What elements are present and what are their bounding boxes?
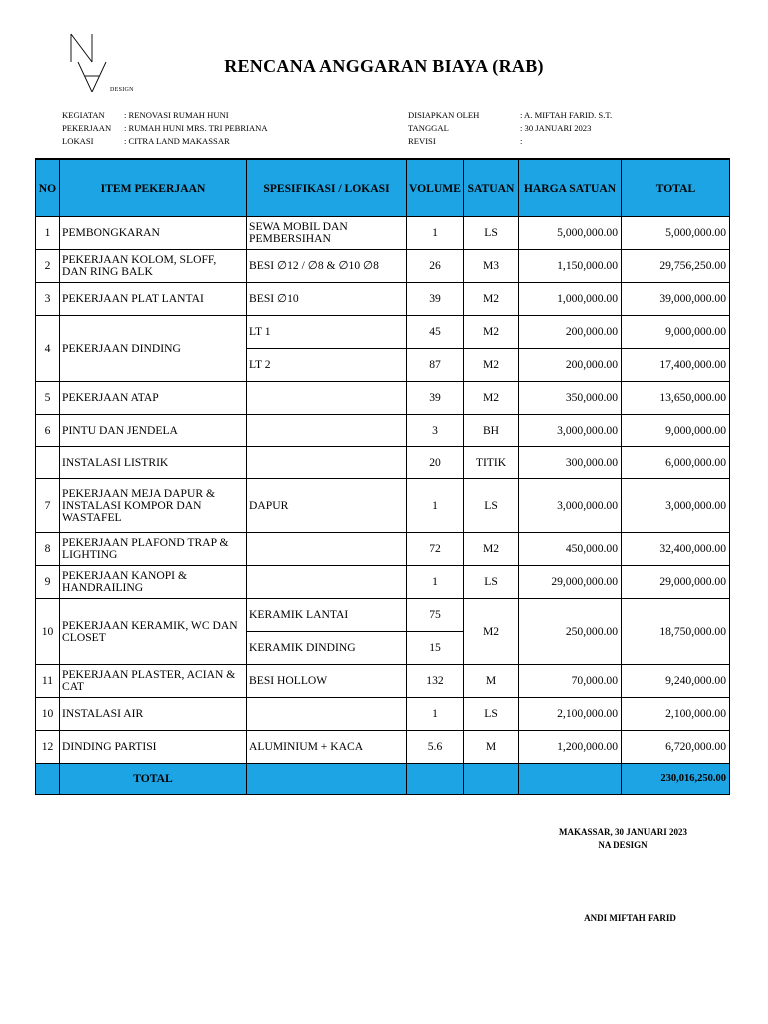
cell-volume: 1	[407, 566, 464, 599]
cell-volume: 87	[407, 349, 464, 382]
cell-unit-price: 200,000.00	[519, 316, 622, 349]
table-header-row	[36, 159, 730, 217]
meta-value: :	[520, 136, 523, 146]
cell-total: 18,750,000.00	[622, 599, 730, 665]
cell-spec: ALUMINIUM + KACA	[247, 731, 407, 764]
meta-label: REVISI	[408, 136, 436, 146]
cell-item: PINTU DAN JENDELA	[60, 415, 247, 447]
signature-place-date: MAKASSAR, 30 JANUARI 2023	[558, 827, 687, 837]
table-row	[36, 382, 730, 415]
cell-unit-price: 70,000.00	[519, 665, 622, 698]
cell-item: PEKERJAAN MEJA DAPUR & INSTALASI KOMPOR DAN WASTAFEL	[60, 479, 247, 533]
info-value: : RUMAH HUNI MRS. TRI PEBRIANA	[124, 123, 268, 133]
cell-total: 9,000,000.00	[622, 316, 730, 349]
cell-item: INSTALASI LISTRIK	[60, 447, 247, 479]
cell-volume: 26	[407, 250, 464, 283]
cell-no: 8	[36, 533, 60, 566]
header-spec: SPESIFIKASI / LOKASI	[247, 159, 407, 217]
cell-unit: TITIK	[464, 447, 519, 479]
table-row	[36, 533, 730, 566]
table-row	[36, 599, 730, 632]
table-total-row	[36, 764, 730, 795]
cell-spec: KERAMIK LANTAI	[247, 599, 407, 632]
cell-unit: BH	[464, 415, 519, 447]
meta-label: DISIAPKAN OLEH	[408, 110, 480, 120]
cell-no: 10	[36, 599, 60, 665]
meta-value: : A. MIFTAH FARID. S.T.	[520, 110, 613, 120]
cell-volume: 39	[407, 382, 464, 415]
total-blank-cell	[36, 764, 60, 795]
cell-total: 29,756,250.00	[622, 250, 730, 283]
document-meta	[408, 109, 612, 148]
cell-no: 2	[36, 250, 60, 283]
cell-volume: 15	[407, 632, 464, 665]
cell-unit-price: 350,000.00	[519, 382, 622, 415]
meta-value: : 30 JANUARI 2023	[520, 123, 592, 133]
cell-unit-price: 1,150,000.00	[519, 250, 622, 283]
cell-item: PEKERJAAN KANOPI & HANDRAILING	[60, 566, 247, 599]
cell-item: PEKERJAAN KOLOM, SLOFF, DAN RING BALK	[60, 250, 247, 283]
table-row	[36, 283, 730, 316]
cell-volume: 39	[407, 283, 464, 316]
cell-total: 3,000,000.00	[622, 479, 730, 533]
cell-no: 7	[36, 479, 60, 533]
cell-total: 6,720,000.00	[622, 731, 730, 764]
table-row	[36, 415, 730, 447]
cell-spec	[247, 533, 407, 566]
cell-unit: M2	[464, 349, 519, 382]
header-total: TOTAL	[622, 159, 730, 217]
cell-unit-price: 3,000,000.00	[519, 415, 622, 447]
cell-no: 9	[36, 566, 60, 599]
total-blank-cell	[247, 764, 407, 795]
cell-volume: 20	[407, 447, 464, 479]
cell-no: 3	[36, 283, 60, 316]
cell-volume: 5.6	[407, 731, 464, 764]
cell-unit: LS	[464, 698, 519, 731]
header-no: NO	[36, 159, 60, 217]
cell-item: PEKERJAAN DINDING	[60, 316, 247, 382]
cell-unit: M2	[464, 283, 519, 316]
cell-unit-price: 250,000.00	[519, 599, 622, 665]
grand-total-value: 230,016,250.00	[622, 764, 730, 795]
cell-unit-price: 2,100,000.00	[519, 698, 622, 731]
cell-no: 10	[36, 698, 60, 731]
table-row	[36, 217, 730, 250]
cell-volume: 75	[407, 599, 464, 632]
info-value: : RENOVASI RUMAH HUNI	[124, 110, 229, 120]
cell-unit-price: 300,000.00	[519, 447, 622, 479]
cell-spec: KERAMIK DINDING	[247, 632, 407, 665]
header-volume: VOLUME	[407, 159, 464, 217]
cell-spec: LT 1	[247, 316, 407, 349]
cell-unit-price: 200,000.00	[519, 349, 622, 382]
cell-spec: BESI ∅10	[247, 283, 407, 316]
cell-total: 39,000,000.00	[622, 283, 730, 316]
cell-unit: M2	[464, 316, 519, 349]
cell-total: 9,240,000.00	[622, 665, 730, 698]
total-blank-cell	[519, 764, 622, 795]
cell-unit-price: 450,000.00	[519, 533, 622, 566]
cell-unit: M2	[464, 382, 519, 415]
cell-unit-price: 3,000,000.00	[519, 479, 622, 533]
signature-block	[540, 826, 706, 852]
cell-no: 12	[36, 731, 60, 764]
cell-total: 6,000,000.00	[622, 447, 730, 479]
cell-spec	[247, 698, 407, 731]
cell-no: 1	[36, 217, 60, 250]
info-value: : CITRA LAND MAKASSAR	[124, 136, 230, 146]
cell-spec	[247, 447, 407, 479]
table-row	[36, 665, 730, 698]
signature-name: ANDI MIFTAH FARID	[584, 913, 676, 923]
signature-company: NA DESIGN	[598, 840, 648, 850]
cell-spec: BESI HOLLOW	[247, 665, 407, 698]
header-unit: SATUAN	[464, 159, 519, 217]
cell-unit: M2	[464, 599, 519, 665]
cell-unit: M3	[464, 250, 519, 283]
cell-unit: M	[464, 665, 519, 698]
cell-total: 5,000,000.00	[622, 217, 730, 250]
total-label: TOTAL	[60, 764, 247, 795]
cell-unit: M	[464, 731, 519, 764]
cell-volume: 132	[407, 665, 464, 698]
cell-spec: BESI ∅12 / ∅8 & ∅10 ∅8	[247, 250, 407, 283]
cell-spec: DAPUR	[247, 479, 407, 533]
cell-total: 17,400,000.00	[622, 349, 730, 382]
cell-no: 11	[36, 665, 60, 698]
cell-total: 29,000,000.00	[622, 566, 730, 599]
cell-no	[36, 447, 60, 479]
cell-volume: 1	[407, 698, 464, 731]
header-unit-price: HARGA SATUAN	[519, 159, 622, 217]
cell-total: 13,650,000.00	[622, 382, 730, 415]
header-item: ITEM PEKERJAAN	[60, 159, 247, 217]
cell-total: 9,000,000.00	[622, 415, 730, 447]
cell-no: 5	[36, 382, 60, 415]
table-row	[36, 250, 730, 283]
cell-unit: M2	[464, 533, 519, 566]
logo-subtext: DESIGN	[110, 87, 134, 93]
table-row	[36, 698, 730, 731]
cell-spec: LT 2	[247, 349, 407, 382]
cell-spec: SEWA MOBIL DAN PEMBERSIHAN	[247, 217, 407, 250]
budget-table	[35, 158, 730, 795]
info-label: KEGIATAN	[62, 110, 105, 120]
cell-volume: 1	[407, 217, 464, 250]
cell-item: PEKERJAAN ATAP	[60, 382, 247, 415]
cell-no: 6	[36, 415, 60, 447]
cell-unit: LS	[464, 479, 519, 533]
cell-item: INSTALASI AIR	[60, 698, 247, 731]
cell-unit-price: 1,200,000.00	[519, 731, 622, 764]
cell-volume: 45	[407, 316, 464, 349]
document-title: RENCANA ANGGARAN BIAYA (RAB)	[224, 56, 544, 76]
total-blank-cell	[464, 764, 519, 795]
cell-spec	[247, 566, 407, 599]
cell-unit-price: 5,000,000.00	[519, 217, 622, 250]
cell-no: 4	[36, 316, 60, 382]
cell-volume: 1	[407, 479, 464, 533]
table-row	[36, 731, 730, 764]
table-row	[36, 447, 730, 479]
cell-unit-price: 1,000,000.00	[519, 283, 622, 316]
table-row	[36, 479, 730, 533]
cell-item: PEKERJAAN PLAFOND TRAP & LIGHTING	[60, 533, 247, 566]
cell-unit: LS	[464, 217, 519, 250]
cell-item: PEKERJAAN PLASTER, ACIAN & CAT	[60, 665, 247, 698]
cell-spec	[247, 382, 407, 415]
cell-item: PEKERJAAN PLAT LANTAI	[60, 283, 247, 316]
cell-item: PEMBONGKARAN	[60, 217, 247, 250]
cell-total: 2,100,000.00	[622, 698, 730, 731]
cell-item: PEKERJAAN KERAMIK, WC DAN CLOSET	[60, 599, 247, 665]
total-blank-cell	[407, 764, 464, 795]
cell-item: DINDING PARTISI	[60, 731, 247, 764]
cell-volume: 72	[407, 533, 464, 566]
meta-label: TANGGAL	[408, 123, 449, 133]
cell-volume: 3	[407, 415, 464, 447]
cell-unit-price: 29,000,000.00	[519, 566, 622, 599]
info-label: PEKERJAAN	[62, 123, 112, 133]
cell-total: 32,400,000.00	[622, 533, 730, 566]
cell-unit: LS	[464, 566, 519, 599]
project-info	[62, 109, 268, 148]
info-label: LOKASI	[62, 136, 94, 146]
table-row	[36, 566, 730, 599]
table-row	[36, 316, 730, 349]
cell-spec	[247, 415, 407, 447]
